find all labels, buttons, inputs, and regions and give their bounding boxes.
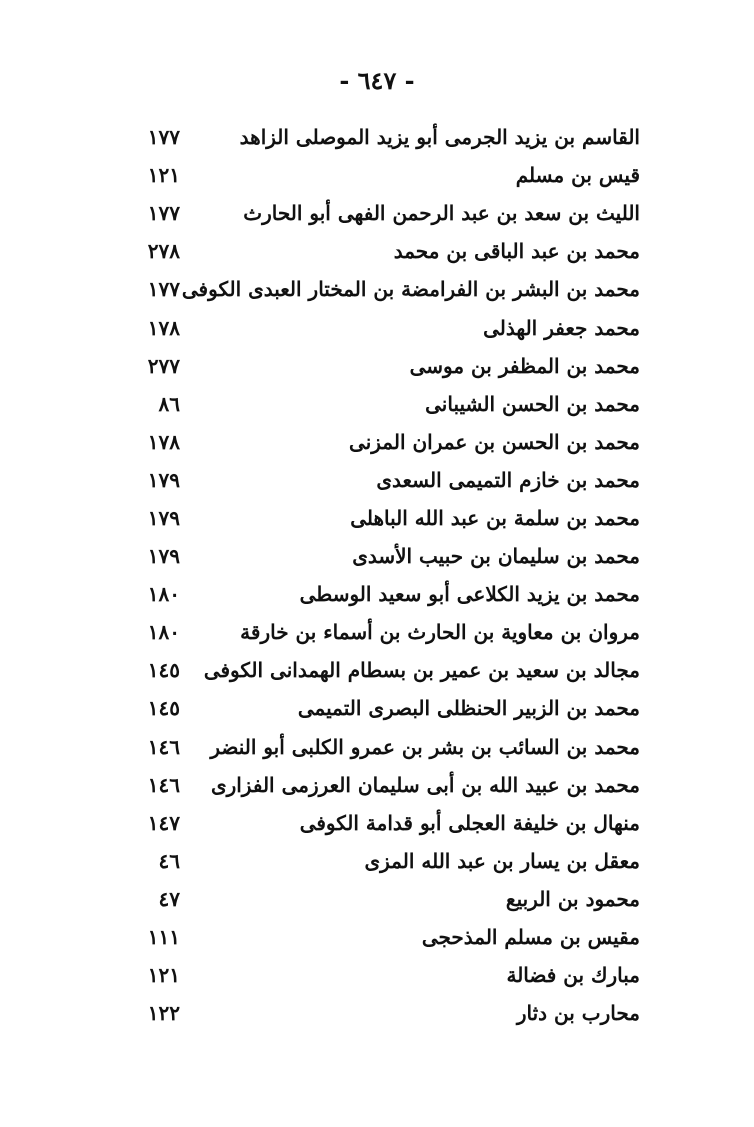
index-entry <box>120 423 640 461</box>
index-entry <box>120 804 640 842</box>
entry-page-number: ١٧٩ <box>147 467 180 492</box>
entry-page-number: ١٢٢ <box>147 1001 180 1026</box>
entry-name: محمد بن الحسن بن عمران المزنى <box>349 429 640 454</box>
index-entry <box>120 461 640 499</box>
entry-page-number: ١٤٧ <box>147 810 180 835</box>
entry-name: مقيس بن مسلم المذحجى <box>421 925 640 950</box>
entry-name: محمد بن الزبير الحنظلى البصرى التميمى <box>297 696 640 721</box>
index-entry <box>120 842 640 880</box>
entry-page-number: ١٧٧ <box>147 125 180 150</box>
index-entry <box>120 308 640 346</box>
entry-page-number: ١٧٩ <box>147 544 180 569</box>
index-list <box>120 118 640 1032</box>
entry-page-number: ٢٧٧ <box>147 353 180 378</box>
entry-name: محمد بن السائب بن بشر بن عمرو الكلبى أبو النضر <box>210 734 640 759</box>
entry-name: معقل بن يسار بن عبد الله المزى <box>364 848 640 873</box>
entry-name: محمد بن المظفر بن موسى <box>409 353 640 378</box>
entry-page-number: ١٤٥ <box>147 658 180 683</box>
entry-name: محمد بن يزيد الكلاعى أبو سعيد الوسطى <box>299 582 640 607</box>
entry-page-number: ١٤٥ <box>147 696 180 721</box>
index-entry <box>120 651 640 689</box>
entry-name: الليث بن سعد بن عبد الرحمن الفهى أبو الحارث <box>243 201 640 226</box>
entry-name: محمد بن سليمان بن حبيب الأسدى <box>352 544 640 569</box>
index-entry <box>120 613 640 651</box>
entry-name: محمد بن خازم التميمى السعدى <box>376 467 640 492</box>
index-entry <box>120 880 640 918</box>
entry-page-number: ٤٦ <box>158 848 180 873</box>
entry-page-number: ١٧٨ <box>147 429 180 454</box>
index-entry <box>120 689 640 727</box>
entry-name: قيس بن مسلم <box>515 163 640 188</box>
entry-name: محمود بن الربيع <box>505 886 640 911</box>
entry-name: محمد بن سلمة بن عبد الله الباهلى <box>350 505 640 530</box>
page-number: - ٦٤٧ - <box>339 66 415 95</box>
index-entry <box>120 728 640 766</box>
entry-name: مجالد بن سعيد بن عمير بن بسطام الهمدانى الكوفى <box>203 658 640 683</box>
entry-name: القاسم بن يزيد الجرمى أبو يزيد الموصلى الزاهد <box>239 125 640 150</box>
index-entry <box>120 118 640 156</box>
entry-name: محمد بن عبيد الله بن أبى سليمان العرزمى الفزارى <box>210 772 640 797</box>
entry-page-number: ١٨٠ <box>147 582 180 607</box>
entry-page-number: ١٤٦ <box>147 772 180 797</box>
entry-name: محمد بن عبد الباقى بن محمد <box>393 239 640 264</box>
index-entry <box>120 956 640 994</box>
entry-page-number: ٤٧ <box>158 886 180 911</box>
entry-page-number: ١٧٧ <box>147 277 180 302</box>
entry-name: مروان بن معاوية بن الحارث بن أسماء بن خارقة <box>240 620 640 645</box>
entry-name: محارب بن دثار <box>516 1001 640 1026</box>
entry-page-number: ١٢١ <box>147 963 180 988</box>
index-entry <box>120 385 640 423</box>
index-entry <box>120 575 640 613</box>
entry-page-number: ١٢١ <box>147 163 180 188</box>
entry-page-number: ١٧٨ <box>147 315 180 340</box>
index-entry <box>120 918 640 956</box>
index-entry <box>120 766 640 804</box>
entry-name: منهال بن خليفة العجلى أبو قدامة الكوفى <box>299 810 640 835</box>
index-entry <box>120 194 640 232</box>
index-entry <box>120 347 640 385</box>
entry-page-number: ٢٧٨ <box>147 239 180 264</box>
entry-name: محمد بن البشر بن الفرامضة بن المختار العبدى الكوفى <box>181 277 640 302</box>
index-entry <box>120 499 640 537</box>
entry-page-number: ١٧٩ <box>147 505 180 530</box>
entry-page-number: ١٤٦ <box>147 734 180 759</box>
entry-page-number: ٨٦ <box>158 391 180 416</box>
index-entry <box>120 994 640 1032</box>
entry-page-number: ١٨٠ <box>147 620 180 645</box>
index-entry <box>120 270 640 308</box>
entry-page-number: ١١١ <box>147 925 180 950</box>
entry-page-number: ١٧٧ <box>147 201 180 226</box>
entry-name: محمد جعفر الهذلى <box>483 315 640 340</box>
entry-name: محمد بن الحسن الشيبانى <box>425 391 640 416</box>
index-entry <box>120 537 640 575</box>
index-entry <box>120 156 640 194</box>
entry-name: مبارك بن فضالة <box>506 963 640 988</box>
index-entry <box>120 232 640 270</box>
